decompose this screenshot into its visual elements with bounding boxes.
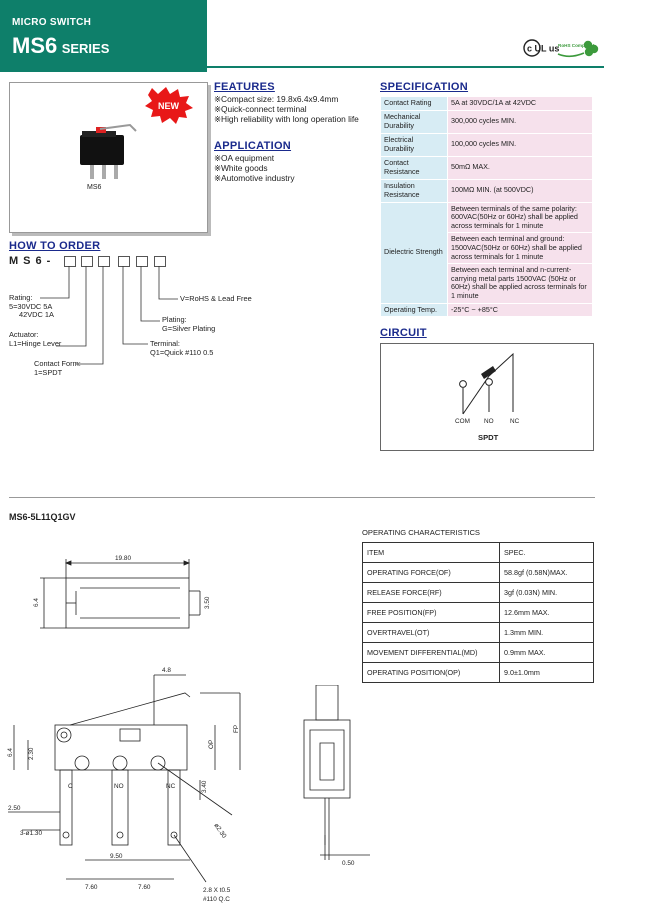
actuator-legend [9,331,61,348]
rating-line: 5=30VDC 5A [9,301,53,311]
order-code: MS6- [9,255,56,267]
terminal-line: Terminal: [150,339,180,348]
header-rule [207,66,604,68]
circuit-diagram-frame [380,343,594,451]
terminal-no-label: NO [114,783,124,790]
dim-pitch-760a: 7.60 [85,884,98,891]
dim-top-height: 6.4 [33,598,40,607]
circuit-com: COM [455,418,470,425]
rating-legend [9,294,54,320]
op-item: OPERATING POSITION(OP) [363,663,500,683]
new-badge [145,87,193,124]
circuit-nc: NC [510,418,520,425]
certification-logos [514,36,599,60]
dielectric-value: Between terminals of the same polarity: 600VAC(50Hz or 60Hz) shall be applied across terminals for 1 minute [448,202,593,233]
side-view-drawing [0,665,270,905]
spec-value: 5A at 30VDC/1A at 42VDC [448,97,593,111]
spec-row [381,156,593,179]
terminal-line: Q1=Quick #110 0.5 [150,347,214,357]
dim-fp: FP [233,724,240,733]
micro-switch-label: MICRO SWITCH [12,17,92,28]
series-word: SERIES [61,41,110,56]
series-name: MS6 [12,33,58,58]
op-header-row [363,543,594,563]
circuit-caption: SPDT [478,433,499,442]
circuit-diagram [381,344,593,450]
op-item: RELEASE FORCE(RF) [363,583,500,603]
specification-title: SPECIFICATION [380,81,469,93]
dim-side-230: 2.30 [28,747,35,760]
circuit-title: CIRCUIT [380,327,427,339]
dim-dia-230: ø2.30 [212,822,228,840]
spec-value: 50mΩ MAX. [448,156,593,179]
application-title: APPLICATION [214,140,292,152]
circuit-no: NO [484,418,494,425]
actuator-line: L1=Hinge Lever [9,338,62,348]
rohs-legend: V=RoHS & Lead Free [180,294,252,303]
application-list [214,153,370,183]
op-spec: 9.0±1.0mm [500,663,594,683]
application-item: ※White goods [214,163,268,173]
application-item: ※Automotive industry [214,173,295,183]
spec-label: Mechanical Durability [381,110,448,133]
contact-legend [34,360,81,377]
op-spec: 12.6mm MAX. [500,603,594,623]
plating-line: Plating: [162,315,187,324]
plating-line: G=Silver Plating [162,323,216,333]
spec-value: 300,000 cycles MIN. [448,110,593,133]
ul-text: c UL us [527,43,560,54]
spec-label: Operating Temp. [381,303,448,317]
dim-top-right: 3.50 [204,596,211,609]
spec-label: Contact Resistance [381,156,448,179]
dim-thick-050: 0.50 [342,860,355,867]
application-item: ※OA equipment [214,153,275,163]
dim-left-250: 2.50 [8,805,21,812]
specification-table [380,96,593,317]
operating-characteristics-title: OPERATING CHARACTERISTICS [362,528,480,537]
op-item: OPERATING FORCE(OF) [363,563,500,583]
terminal-legend [150,340,213,357]
spec-label: Contact Rating [381,97,448,111]
rohs-text: RoHS Compliant [558,43,595,48]
spec-row [381,110,593,133]
spec-value: 100MΩ MIN. (at 500VDC) [448,179,593,202]
spec-row [381,179,593,202]
op-spec: 1.3mm MIN. [500,623,594,643]
op-item: FREE POSITION(FP) [363,603,500,623]
dim-pitch-760b: 7.60 [138,884,151,891]
spec-row [381,133,593,156]
op-row [363,623,594,643]
rating-line: 42VDC 1A [19,310,54,320]
spec-row [381,303,593,317]
end-view-drawing [290,685,370,895]
contact-line: Contact Form: [34,359,81,368]
features-list [214,94,370,124]
feature-item: ※High reliability with long operation life [214,114,359,124]
model-number: MS6-5L11Q1GV [9,512,76,522]
op-spec: 3gf (0.03N) MIN. [500,583,594,603]
rohs-logo [558,41,598,56]
spec-label: Insulation Resistance [381,179,448,202]
new-badge-text: NEW [158,101,179,111]
dielectric-value: Between each terminal and n-current-carrying metal parts 1500VAC (50Hz or 60Hz) shall be applied across terminals for 1 minute [448,264,593,303]
op-row [363,663,594,683]
dielectric-value: Between each terminal and ground: 1500VAC(50Hz or 60Hz) shall be applied across terminals for 1 minute [448,233,593,264]
spec-row [381,202,593,233]
product-photo-frame [9,82,208,233]
dim-side-height: 6.4 [7,748,14,757]
dim-pitch-950: 9.50 [110,853,123,860]
ul-logo [524,40,559,56]
contact-line: 1=SPDT [34,367,63,377]
spec-row [381,97,593,111]
product-photo [10,83,207,232]
series-title [12,33,109,59]
op-spec: 0.9mm MAX. [500,643,594,663]
features-title: FEATURES [214,81,275,93]
op-spec: 58.8gf (0.58N)MAX. [500,563,594,583]
section-divider [9,497,595,498]
dim-tab-size: 2.8 X t0.5 [203,887,231,894]
how-to-order-title: HOW TO ORDER [9,240,101,252]
op-row [363,563,594,583]
spec-value: 100,000 cycles MIN. [448,133,593,156]
photo-caption: MS6 [87,184,102,191]
terminal-c-label: C [68,783,73,790]
top-view-drawing [0,545,240,655]
dim-op: OP [208,739,215,749]
switch-image [80,125,136,179]
spec-value: -25°C ~ +85°C [448,303,593,317]
op-item: OVERTRAVEL(OT) [363,623,500,643]
dim-side-340: 3.40 [201,780,208,793]
plating-legend [162,316,215,333]
dim-hole: 3-ø1.30 [20,830,43,837]
rating-line: Rating: [9,293,33,302]
dim-tab-type: #110 Q.C [203,896,230,903]
op-header-spec: SPEC. [500,543,594,563]
terminal-nc-label: NC [166,783,176,790]
feature-item: ※Quick-connect terminal [214,104,307,114]
dielectric-label: Dielectric Strength [381,202,448,303]
op-row [363,583,594,603]
dim-lever-offset: 4.8 [162,667,171,674]
spec-label: Electrical Durability [381,133,448,156]
op-header-item: ITEM [363,543,500,563]
actuator-line: Actuator: [9,330,39,339]
op-row [363,603,594,623]
dim-top-width: 19.80 [115,555,131,562]
op-item: MOVEMENT DIFFERENTIAL(MD) [363,643,500,663]
operating-characteristics-table [362,542,594,683]
feature-item: ※Compact size: 19.8x6.4x9.4mm [214,94,339,104]
op-row [363,643,594,663]
